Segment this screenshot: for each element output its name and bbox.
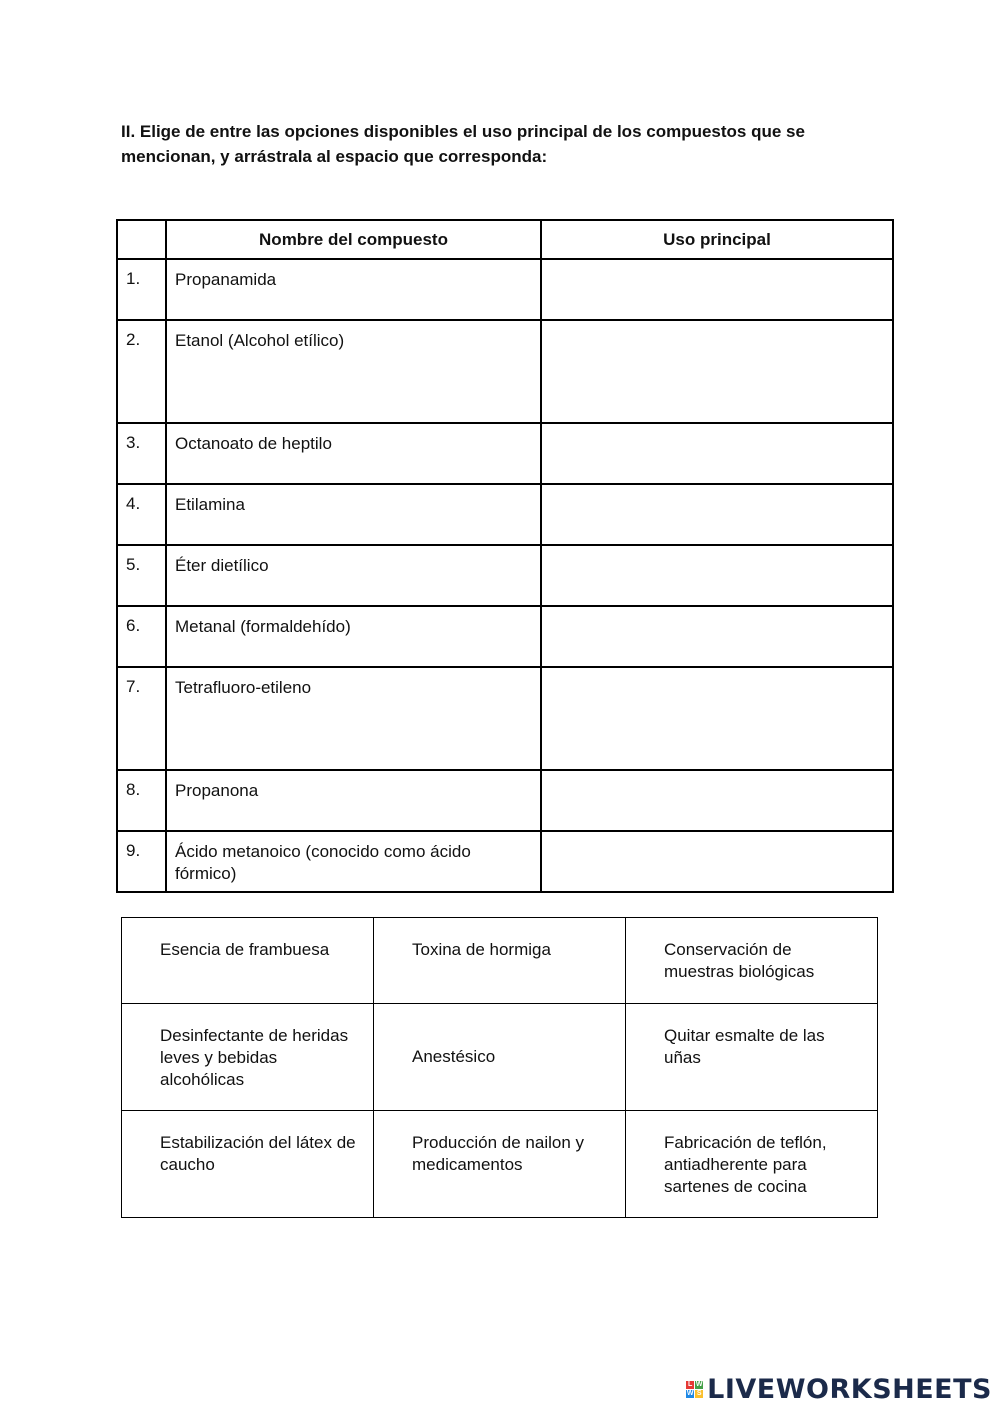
compounds-table — [116, 219, 894, 893]
table-row — [117, 545, 893, 606]
options-row — [122, 918, 878, 1004]
option-card[interactable]: Desinfectante de heridas leves y bebidas alcohólicas — [122, 1004, 374, 1111]
compound-name: Etanol (Alcohol etílico) — [166, 320, 541, 423]
liveworksheets-logo — [686, 1374, 992, 1405]
row-number: 9. — [117, 831, 166, 892]
compound-name: Etilamina — [166, 484, 541, 545]
compound-name: Octanoato de heptilo — [166, 423, 541, 484]
table-row — [117, 667, 893, 770]
compound-name: Éter dietílico — [166, 545, 541, 606]
compound-name: Propanamida — [166, 259, 541, 320]
use-drop-zone[interactable] — [541, 606, 893, 667]
option-card[interactable]: Esencia de frambuesa — [122, 918, 374, 1004]
table-row — [117, 606, 893, 667]
option-card[interactable]: Conservación de muestras biológicas — [626, 918, 878, 1004]
use-drop-zone[interactable] — [541, 259, 893, 320]
instructions: II. Elige de entre las opciones disponibles el uso principal de los compuestos que se mencionan, y arrástrala al espacio que corresponda: — [121, 122, 805, 166]
table-row — [117, 831, 893, 892]
option-card[interactable]: Anestésico — [374, 1004, 626, 1111]
table-row — [117, 770, 893, 831]
table-row — [117, 320, 893, 423]
compound-name: Propanona — [166, 770, 541, 831]
row-number: 5. — [117, 545, 166, 606]
option-card[interactable]: Producción de nailon y medicamentos — [374, 1111, 626, 1218]
row-number: 2. — [117, 320, 166, 423]
options-bank — [121, 917, 878, 1218]
use-drop-zone[interactable] — [541, 484, 893, 545]
table-row — [117, 484, 893, 545]
use-drop-zone[interactable] — [541, 770, 893, 831]
use-drop-zone[interactable] — [541, 423, 893, 484]
use-drop-zone[interactable] — [541, 320, 893, 423]
use-drop-zone[interactable] — [541, 545, 893, 606]
row-number: 4. — [117, 484, 166, 545]
options-row — [122, 1111, 878, 1218]
option-card[interactable]: Toxina de hormiga — [374, 918, 626, 1004]
use-drop-zone[interactable] — [541, 831, 893, 892]
option-card[interactable]: Quitar esmalte de las uñas — [626, 1004, 878, 1111]
row-number: 3. — [117, 423, 166, 484]
logo-icon-tile: W — [695, 1381, 703, 1388]
logo-icon — [686, 1381, 703, 1398]
row-number: 6. — [117, 606, 166, 667]
logo-icon-tile: L — [688, 1381, 693, 1388]
logo-icon-tile: W — [686, 1390, 694, 1397]
options-row — [122, 1004, 878, 1111]
compound-name: Ácido metanoico (conocido como ácido fórmico) — [166, 831, 541, 892]
row-number: 7. — [117, 667, 166, 770]
use-drop-zone[interactable] — [541, 667, 893, 770]
option-card[interactable]: Estabilización del látex de caucho — [122, 1111, 374, 1218]
row-number: 8. — [117, 770, 166, 831]
header-number — [117, 220, 166, 259]
table-row — [117, 423, 893, 484]
compound-name: Metanal (formaldehído) — [166, 606, 541, 667]
table-row — [117, 259, 893, 320]
option-card[interactable]: Fabricación de teflón, antiadherente para sartenes de cocina — [626, 1111, 878, 1218]
logo-icon-tile: S — [696, 1390, 702, 1397]
header-main-use: Uso principal — [541, 220, 893, 259]
logo-text: LIVEWORKSHEETS — [707, 1374, 992, 1405]
row-number: 1. — [117, 259, 166, 320]
header-compound-name: Nombre del compuesto — [166, 220, 541, 259]
table-header-row — [117, 220, 893, 259]
compound-name: Tetrafluoro-etileno — [166, 667, 541, 770]
